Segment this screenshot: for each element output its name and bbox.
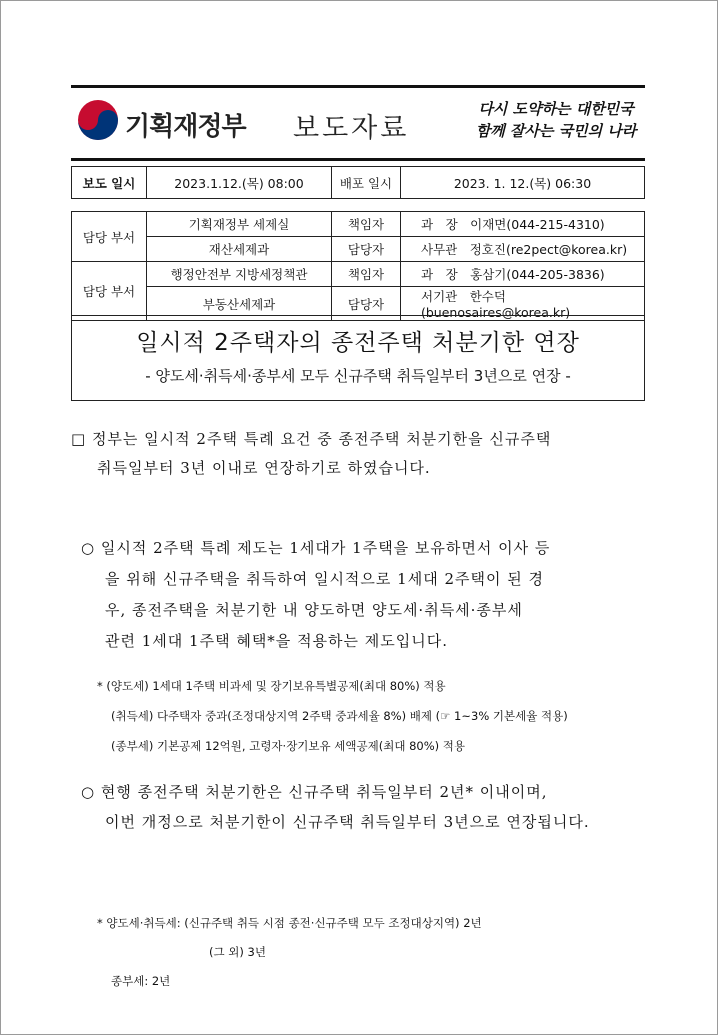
ministry-name: 기획재정부 — [125, 112, 246, 142]
footnote-2 — [97, 909, 482, 996]
person-3: 과 장 홍삼기(044-205-3836) — [401, 262, 645, 287]
slogan — [471, 98, 641, 142]
distribute-date-label: 배포 일시 — [332, 167, 401, 199]
note2-line-3: 종부세: 2년 — [111, 974, 171, 988]
distribute-date-value: 2023. 1. 12.(목) 06:30 — [401, 167, 645, 199]
dept1-line1: 기획재정부 세제실 — [147, 212, 332, 237]
slogan-line2: 함께 잘사는 국민의 나라 — [475, 122, 637, 140]
report-date-label: 보도 일시 — [72, 167, 147, 199]
p3-line-1: ○ 현행 종전주택 처분기한은 신규주택 취득일부터 2년* 이내이며, — [81, 783, 548, 801]
p2-line-1: ○ 일시적 2주택 특례 제도는 1세대가 1주택을 보유하면서 이사 등 — [81, 539, 551, 557]
paragraph-1 — [71, 425, 551, 483]
role-4: 담당자 — [332, 287, 401, 321]
p2-line-4: 관련 1세대 1주택 혜택*을 적용하는 제도입니다. — [105, 632, 449, 650]
role-1: 책임자 — [332, 212, 401, 237]
report-date-value: 2023.1.12.(목) 08:00 — [147, 167, 332, 199]
taegeuk-logo-icon — [77, 99, 119, 141]
dept2-line2: 부동산세제과 — [147, 287, 332, 321]
note1-line-2: (취득세) 다주택자 중과(조정대상지역 2주택 중과세율 8%) 배제 (☞ 1~3% 기본세율 적용) — [111, 709, 568, 723]
footnote-1 — [97, 671, 568, 761]
p3-line-2: 이번 개정으로 처분기한이 신규주택 취득일부터 3년으로 연장됩니다. — [105, 813, 590, 831]
press-header — [71, 85, 645, 161]
note1-line-3: (종부세) 기본공제 12억원, 고령자·장기보유 세액공제(최대 80%) 적용 — [111, 739, 465, 753]
dept1-line2: 재산세제과 — [147, 237, 332, 262]
note1-line-1: * (양도세) 1세대 1주택 비과세 및 장기보유특별공제(최대 80%) 적용 — [97, 679, 446, 693]
dept-label-1: 담당 부서 — [72, 212, 147, 262]
paragraph-3 — [81, 777, 651, 837]
note2-line-1: * 양도세·취득세: (신규주택 취득 시점 종전·신규주택 모두 조정대상지역) 2년 — [97, 916, 482, 930]
department-table — [71, 211, 645, 321]
role-3: 책임자 — [332, 262, 401, 287]
date-table — [71, 166, 645, 199]
person-1: 과 장 이재면(044-215-4310) — [401, 212, 645, 237]
p2-line-2: 을 위해 신규주택을 취득하여 일시적으로 1세대 2주택이 된 경 — [105, 570, 544, 588]
role-2: 담당자 — [332, 237, 401, 262]
person-2: 사무관 정호진(re2pect@korea.kr) — [401, 237, 645, 262]
note2-line-2: (그 외) 3년 — [209, 945, 266, 959]
press-release-title: 보도자료 — [293, 113, 410, 144]
slogan-line1: 다시 도약하는 대한민국 — [478, 100, 634, 118]
paragraph-2 — [81, 533, 550, 657]
p1-line-2: 취득일부터 3년 이내로 연장하기로 하였습니다. — [97, 459, 431, 477]
dept2-line1: 행정안전부 지방세정책관 — [147, 262, 332, 287]
person-4: 서기관 한수덕(buenosaires@korea.kr) — [401, 287, 645, 321]
headline: 일시적 2주택자의 종전주택 처분기한 연장 — [136, 330, 580, 356]
p2-line-3: 우, 종전주택을 처분기한 내 양도하면 양도세·취득세·종부세 — [105, 601, 523, 619]
title-box — [71, 315, 645, 401]
dept-label-2: 담당 부서 — [72, 262, 147, 321]
sub-headline: - 양도세·취득세·종부세 모두 신규주택 취득일부터 3년으로 연장 - — [145, 367, 571, 385]
p1-line-1: □ 정부는 일시적 2주택 특례 요건 중 종전주택 처분기한을 신규주택 — [71, 430, 552, 448]
